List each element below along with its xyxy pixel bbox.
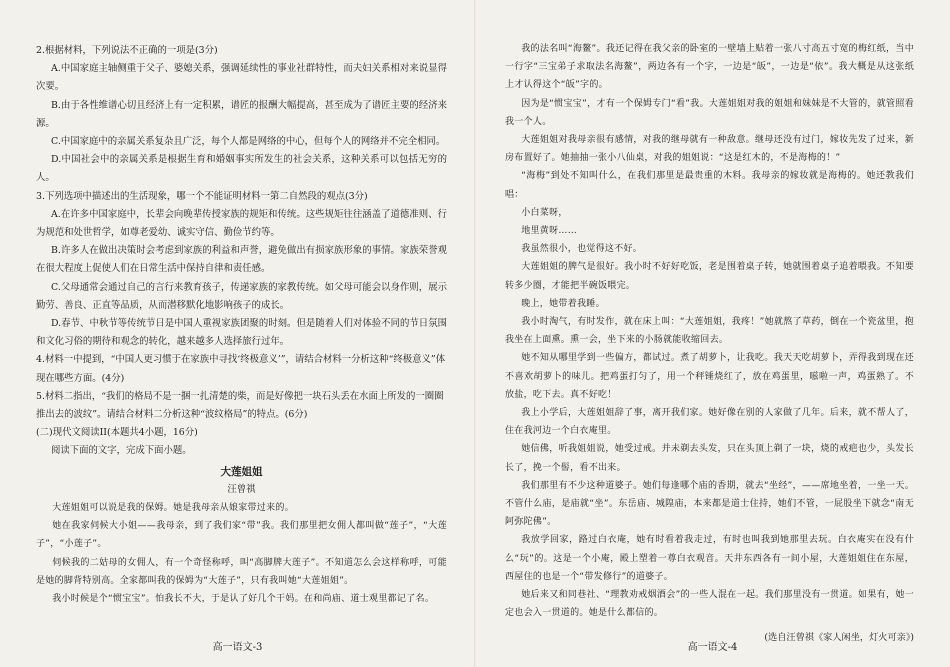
story-source: (选自汪曾祺《家人闲坐，灯火可亲》) [764,631,914,643]
story-paragraph: 我上小学后，大莲姐姐辞了事，离开我们家。她好像在别的人家做了几年。后来，就不帮人了，住在我河边一个白衣庵里。 [505,408,914,437]
page-footer-right: 高一语文-4 [687,641,738,653]
q2-option-b: B.由于各性维谱心切且经济上有一定积累，谱匠的报酬大幅提高，甚至成为了谱匠主要的经济来源。 [36,99,447,129]
q3-stem: 3.下列选项中描述出的生活现象，哪一个不能证明材料一第二自然段的观点(3分) [36,190,368,202]
q3-option-b: B.许多人在做出决策时会考虑到家族的利益和声誉，避免做出有损家族形象的事情。家族荣誉观在很大程度上促使人们在日常生活中保持自律和责任感。 [36,245,447,275]
story-paragraph: 我小时淘气，有时发作，就在床上叫：“大莲姐姐，我疼！”她就熬了草药，倒在一个瓷盆里，抱我坐在上面熏。熏一会，坐下来的小肠就能收缩回去。 [505,317,914,346]
story-paragraph: 她不知从哪里学到一些偏方，都试过。煮了胡萝卜，让我吃。我天天吃胡萝卜，弄得我到现在还不喜欢胡萝卜的味儿。把鸡蛋打匀了，用一个秤锤烧红了，放在鸡蛋里，嗞啦一声，鸡蛋熟了。不放盐，吃下去。真不好吃！ [505,353,914,400]
story-author: 汪曾祺 [227,483,256,495]
q5: 5.材料二指出，“我们的格局不是一捆一扎清楚的柴，而是好像把一块石头丢在水面上所发的一圈圈推出去的波纹”。请结合材料二分析这种“波纹格局”的特点。(6分) [36,390,444,421]
q3-option-a: A.在许多中国家庭中，长辈会向晚辈传授家族的规矩和传统。这些规矩往往涵盖了道德准则、行为规范和处世哲学，如尊老爱幼、诚实守信、勤俭节约等。 [36,208,447,239]
story-paragraph: 伺候我的二姑母的女佣人，有一个奇怪称呼，叫“高脚牌大莲子”。不知道怎么会这样称呼，可能是她的脚背特别高。全家都叫我的保姆为“大莲子”，只有我叫她“大莲姐姐”。 [36,557,447,586]
story-paragraph: 大莲姐姐可以说是我的保姆。她是我母亲从娘家带过来的。 [52,503,294,514]
story-paragraph: 因为是“惯宝宝”，才有一个保姆专门“看”我。大莲姐姐对我的姐姐和妹妹是不大管的，就管照看我一个人。 [505,98,914,127]
story-paragraph: 我虽然很小，也觉得这不好。 [521,244,643,255]
song-line: 小白菜呀， [521,207,568,218]
instruction: 阅读下面的文字，完成下面小题。 [51,445,192,457]
q2-option-a: A.中国家庭主轴侧重于父子、婆媳关系，强调延续性的事业社群特性，而夫妇关系相对来说显得次要。 [36,63,447,93]
story-paragraph: 她在我家伺候大小姐——我母亲，到了我们家“带”我。我们那里把女佣人都叫做“莲子”，“大莲子”，“小莲子”。 [36,521,447,550]
q4: 4.材料一中提到，“中国人更习惯于在家族中寻找‘终极意义’”，请结合材料一分析这种“终极意义”体现在哪些方面。(4分) [36,354,446,384]
story-paragraph: 大莲姐姐对我母亲很有感情，对我的继母就有一种敌意。继母还没有过门，嫁妆先发了过来，新房布置好了。她抽抽一张小八仙桌，对我的姐姐说：“这是红木的，不是海梅的！” [505,135,914,164]
story-part-1 [36,499,447,608]
page-footer-left: 高一语文-3 [212,641,263,653]
story-paragraph: 大莲姐姐的脾气是很好。我小时不好好吃饭，老是围着桌子转，她就围着桌子追着喂我。不知要转多少圈，才能把半碗饭喂完。 [505,262,914,291]
story-part-2 [505,40,914,623]
story-paragraph: 我放学回家，路过白衣庵，她有时看着我走过，有时也叫我到她那里去玩。白衣庵实在没有什么“玩”的。这是一个小庵，殿上塑着一尊白衣观音。天井东西各有一间小屋，大莲姐姐住在东屋，西屋住的也是一个“带发修行”的道婆子。 [505,535,914,582]
story-title: 大莲姐姐 [220,465,263,478]
q2-option-c: C.中国家庭中的亲属关系复杂且广泛，每个人都是网络的中心，但每个人的网络并不完全相同。 [51,136,446,148]
q2-stem: 2.根据材料，下列说法不正确的一项是(3分) [36,45,218,56]
story-paragraph: 我的法名叫“海鳌”。我还记得在我父亲的卧室的一壁墙上贴着一张八寸高五寸宽的梅红纸，当中一行字“三宝弟子求取法名海鳌”，两边各有一个字，一边是“皈”，一边是“依”。我大概是从这张纸上才认得这个“皈”字的。 [505,44,914,91]
q3-option-d: D.春节、中秋节等传统节日是中国人重视家族团聚的时刻。但是随着人们对体验不同的节日氛围和文化习俗的期待和观念的转化，越来越多人选择旅行过年。 [36,318,447,348]
story-paragraph: 晚上，她带着我睡。 [521,298,605,309]
story-paragraph: 她后来又和同巷社、“理教劝戒烟酒会”的一些人混在一起。我们那里没有一贯道。如果有，她一定也会入一贯道的。她是什么都信的。 [505,590,914,619]
page-right [475,0,950,667]
song-line: 地里黄呀…… [521,226,577,237]
story-paragraph: “海梅”到处不知叫什么，在我们那里是最贵重的木料。我母亲的嫁妆就是海梅的。她还教我们唱： [505,171,914,200]
q3-option-c: C.父母通常会通过自己的言行来教育孩子，传递家族的家教传统。如父母可能会以身作则，展示勤劳、善良、正直等品质，从而潜移默化地影响孩子的成长。 [36,281,447,311]
q2-option-d: D.中国社会中的亲属关系是根据生育和婚姻事实所发生的社会关系，这种关系可以包括无穷的人。 [36,154,447,184]
section-heading: (二)现代文阅读II(本题共4小题，16分) [36,427,198,439]
story-paragraph: 她信佛，听我姐姐说，她受过戒。并未剃去头发，只在头顶上剃了一块，烧的戒疤也少，头发长长了，挽一个髻，看不出来。 [505,444,914,473]
story-paragraph: 我小时候是个“惯宝宝”。怕我长不大，于是认了好几个干妈。在和尚庙、道士观里都记了名。 [52,594,435,605]
story-paragraph: 我们那里有不少这种道婆子。她们每逢哪个庙的香期，就去“坐经”，——席地坐着，一坐一天。不管什么庙，是庙就“坐”。东岳庙、城隍庙，本来都是道士住持，她们不管，一屁股坐下就念“南无阿弥陀佛”。 [505,480,914,528]
